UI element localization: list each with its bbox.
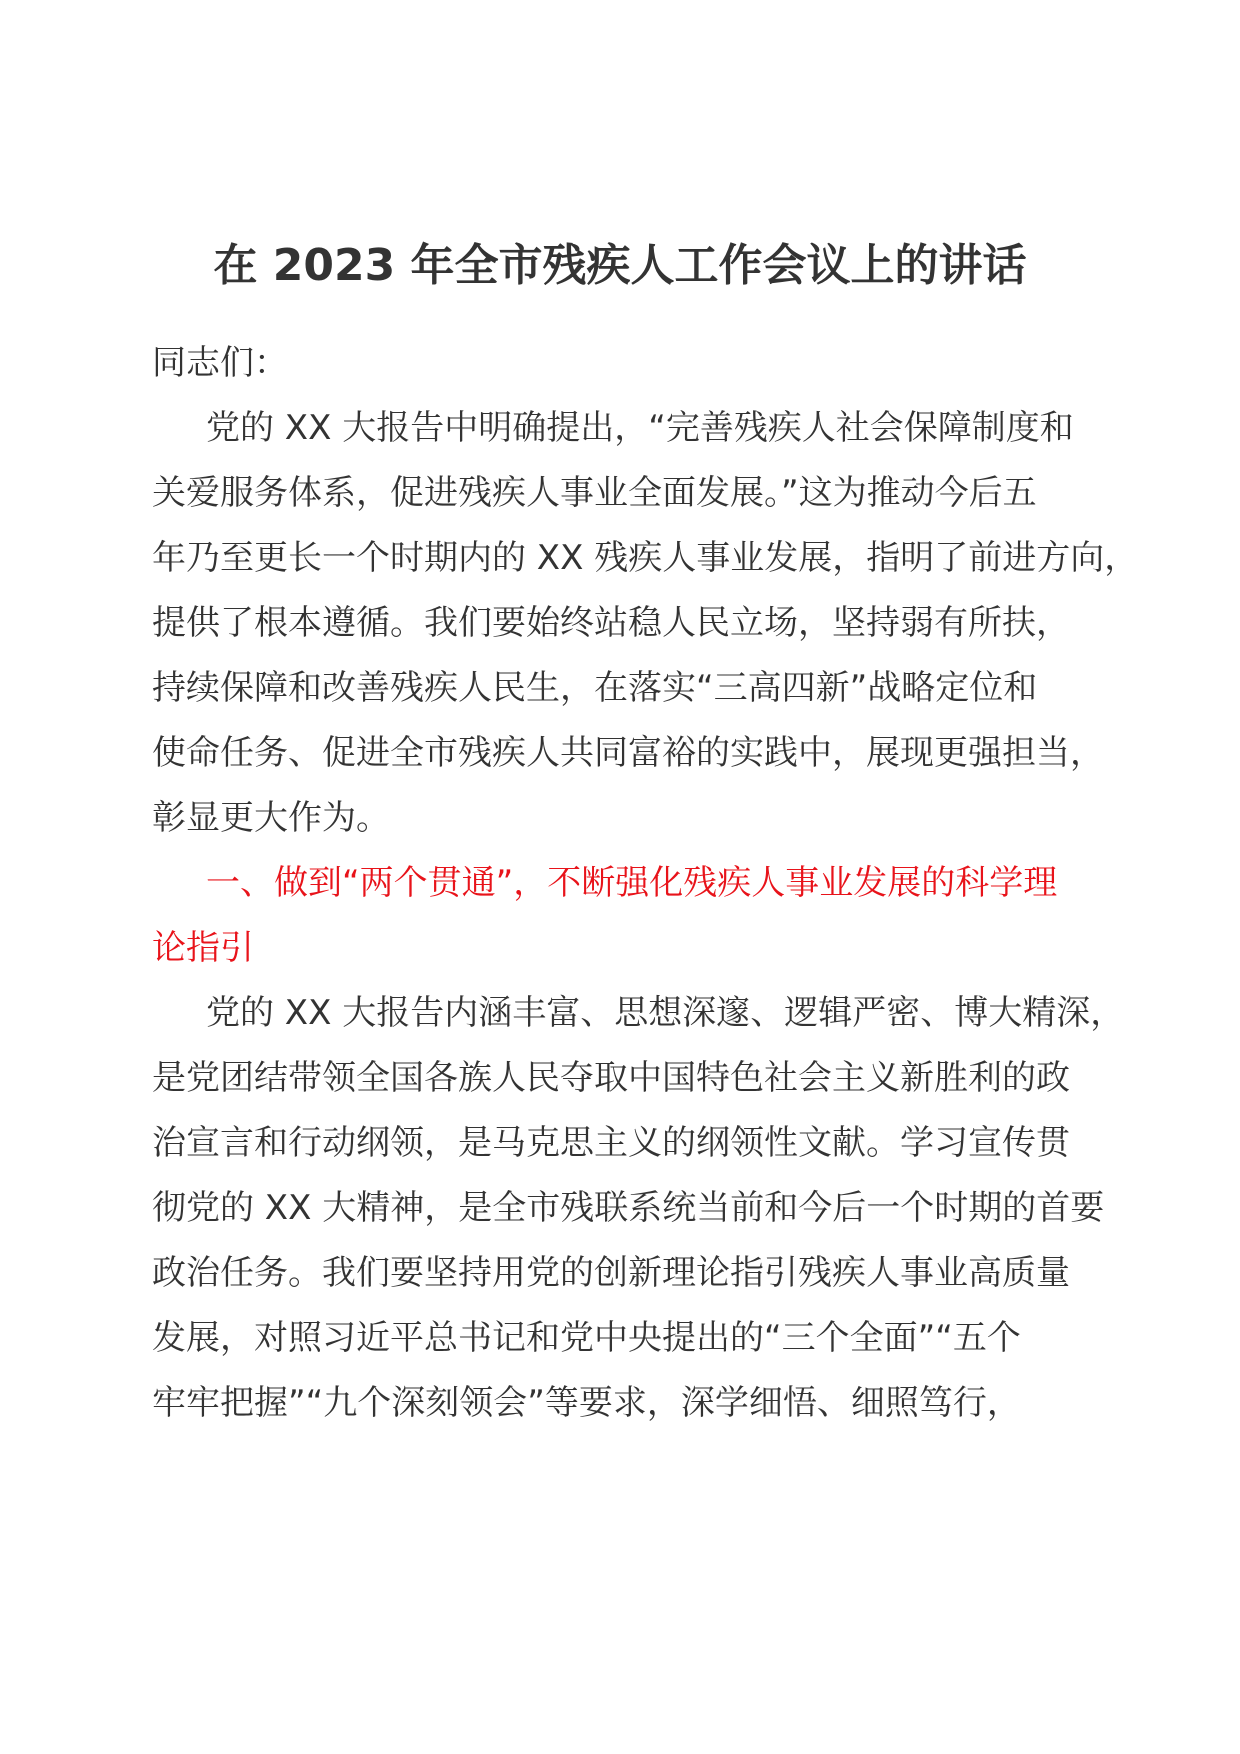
paragraph-line: 彻党的 XX 大精神，是全市残联系统当前和今后一个时期的首要: [152, 1188, 1105, 1228]
paragraph-line: 是党团结带领全国各族人民夺取中国特色社会主义新胜利的政: [152, 1058, 1070, 1098]
heading-line: 一、做到“两个贯通”，不断强化残疾人事业发展的科学理: [206, 863, 1058, 903]
paragraph-line: 使命任务、促进全市残疾人共同富裕的实践中，展现更强担当，: [152, 733, 1104, 773]
paragraph-line: 年乃至更长一个时期内的 XX 残疾人事业发展，指明了前进方向，: [152, 538, 1139, 578]
paragraph-line: 关爱服务体系，促进残疾人事业全面发展。”这为推动今后五: [152, 473, 1037, 513]
paragraph-line: 发展，对照习近平总书记和党中央提出的“三个全面”“五个: [152, 1318, 1021, 1358]
document-title: 在 2023 年全市残疾人工作会议上的讲话: [213, 240, 1027, 291]
paragraph-line: 牢牢把握”“九个深刻领会”等要求，深学细悟、细照笃行，: [152, 1383, 1021, 1423]
salutation: 同志们：: [152, 343, 288, 383]
paragraph-line: 持续保障和改善残疾人民生，在落实“三高四新”战略定位和: [152, 668, 1038, 708]
paragraph-line: 政治任务。我们要坚持用党的创新理论指引残疾人事业高质量: [152, 1253, 1070, 1293]
paragraph-line: 党的 XX 大报告内涵丰富、思想深邃、逻辑严密、博大精深，: [206, 993, 1125, 1033]
paragraph-2: [152, 981, 1125, 1436]
paragraph-1: [152, 396, 1139, 851]
heading-line: 论指引: [152, 928, 254, 968]
paragraph-line: 治宣言和行动纲领，是马克思主义的纲领性文献。学习宣传贯: [152, 1123, 1070, 1163]
paragraph-line: 党的 XX 大报告中明确提出，“完善残疾人社会保障制度和: [206, 408, 1074, 448]
paragraph-line: 彰显更大作为。: [152, 798, 390, 838]
paragraph-line: 提供了根本遵循。我们要始终站稳人民立场，坚持弱有所扶，: [152, 603, 1070, 643]
document-body: [152, 331, 1139, 1436]
section-heading-1: [152, 851, 1102, 981]
